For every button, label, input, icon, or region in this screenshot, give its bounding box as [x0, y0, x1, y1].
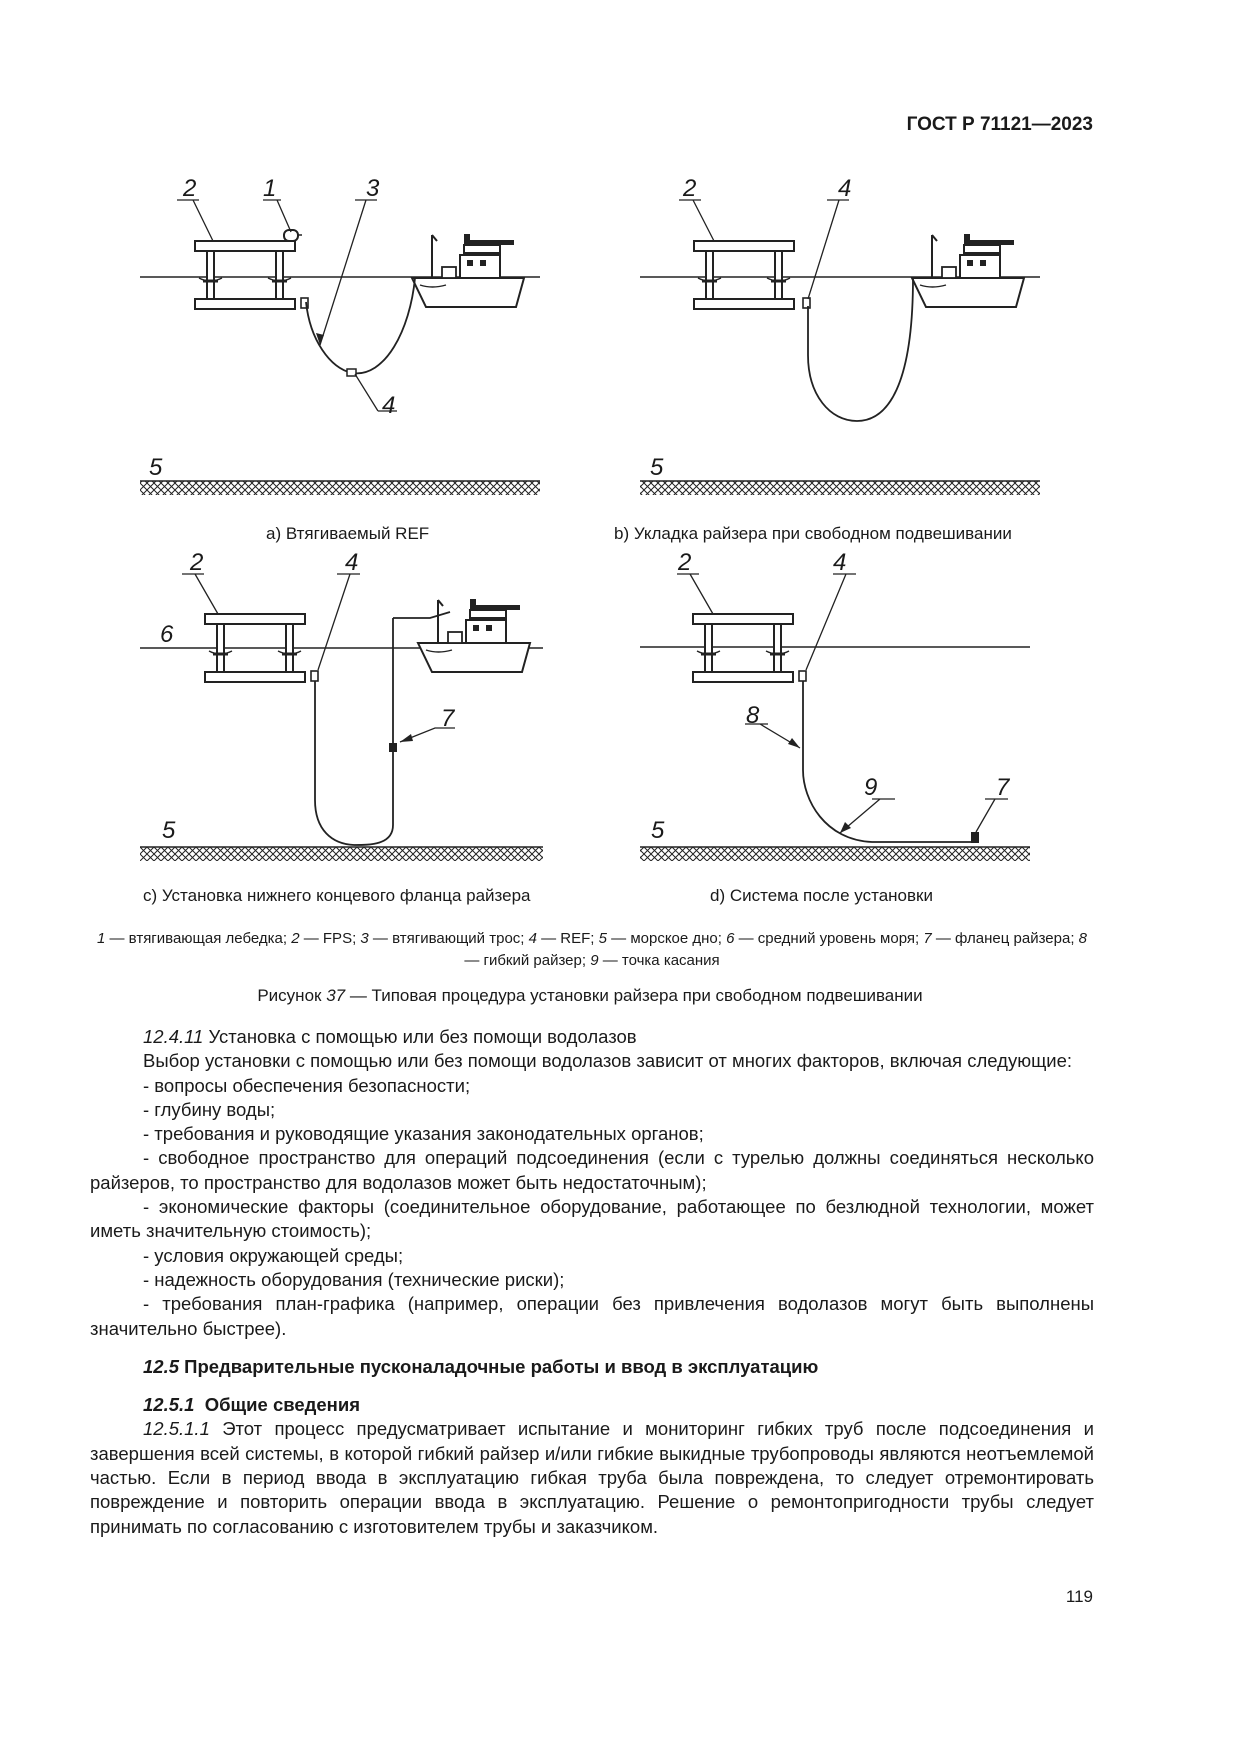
panel-a-label-2: 2: [183, 175, 197, 202]
panel-c-label-5: 5: [162, 817, 176, 844]
panel-d-diagram: [640, 549, 1030, 861]
section-12-5-1-1-text: 12.5.1.1 Этот процесс предусматривает испытание и мониторинг гибких труб после подсоединения и завершения всей системы, в которой гибкий райзер и/или гибкие выкидные трубопроводы являются неотъемлемой частью. Если в период ввода в эксплуатацию гибкая труба была повреждена, то следует отремонтировать повреждение и повторить операции ввода в эксплуатацию. Решение о ремонтопригодности трубы следует принимать по согласованию с изготовителем трубы и заказчиком.: [90, 1418, 1094, 1537]
panel-d-label-7: 7: [996, 774, 1010, 801]
panel-c-diagram: [140, 549, 543, 861]
panel-a-label-3: 3: [366, 175, 380, 202]
panel-c-caption: с) Установка нижнего концевого фланца райзера: [143, 886, 531, 905]
list-item: - вопросы обеспечения безопасности;: [143, 1074, 471, 1096]
list-item: - свободное пространство для операций подсоединения (если с турелью должны соединяться несколько райзеров, то пространство для водолазов может быть недостаточным);: [90, 1147, 1094, 1193]
document-code: ГОСТ Р 71121—2023: [906, 114, 1093, 135]
panel-c-label-7: 7: [441, 705, 455, 732]
section-12-4-11-intro: Выбор установки с помощью или без помощи водолазов зависит от многих факторов, включая следующие:: [143, 1050, 1073, 1072]
panel-c-label-6: 6: [160, 621, 174, 648]
panel-b-label-2: 2: [683, 175, 697, 202]
list-item: - глубину воды;: [143, 1098, 276, 1120]
panel-d-caption: d) Система после установки: [710, 886, 933, 905]
body-text: [90, 1025, 1094, 1539]
section-12-5-heading: 12.5 Предварительные пусконаладочные работы и ввод в эксплуатацию: [143, 1355, 819, 1377]
panel-a-caption: а) Втягиваемый REF: [266, 524, 430, 543]
panel-b-diagram: [640, 175, 1040, 495]
list-item: - надежность оборудования (технические риски);: [143, 1268, 565, 1290]
panel-b-label-5: 5: [650, 454, 664, 481]
page-number: 119: [1065, 1587, 1093, 1606]
panel-d-label-4: 4: [833, 549, 847, 576]
panel-d-label-2: 2: [678, 549, 692, 576]
panel-c-label-2: 2: [190, 549, 204, 576]
panel-b-label-4: 4: [838, 175, 852, 202]
list-item: - условия окружающей среды;: [143, 1244, 404, 1266]
panel-b-caption: b) Укладка райзера при свободном подвешивании: [614, 524, 1012, 543]
panel-a-label-4: 4: [382, 392, 396, 419]
panel-a-label-1: 1: [263, 175, 277, 202]
panel-d-label-8: 8: [746, 702, 760, 729]
panel-a-diagram: [140, 175, 540, 495]
panel-d-label-9: 9: [864, 774, 878, 801]
panel-c-label-4: 4: [345, 549, 359, 576]
list-item: - требования и руководящие указания законодательных органов;: [143, 1123, 704, 1145]
panel-d-label-5: 5: [651, 817, 665, 844]
figure-legend: 1 — втягивающая лебедка; 2 — FPS; 3 — втягивающий трос; 4 — REF; 5 — морское дно; 6 — средний уровень моря; 7 — фланец райзера; 8 — гибкий райзер; 9 — точка касания: [97, 930, 1087, 969]
list-item: - требования план-графика (например, операции без привлечения водолазов могут быть выполнены значительно быстрее).: [90, 1293, 1094, 1339]
list-item: - экономические факторы (соединительное оборудование, работающее по безлюдной технологии, может иметь значительную стоимость);: [90, 1196, 1094, 1242]
panel-a-label-5: 5: [149, 454, 163, 481]
figure-title: Рисунок 37 — Типовая процедура установки райзера при свободном подвешивании: [257, 986, 923, 1005]
section-12-5-1-heading: 12.5.1 Общие сведения: [143, 1394, 361, 1416]
section-12-4-11-heading: 12.4.11 Установка с помощью или без помощи водолазов: [143, 1026, 637, 1047]
